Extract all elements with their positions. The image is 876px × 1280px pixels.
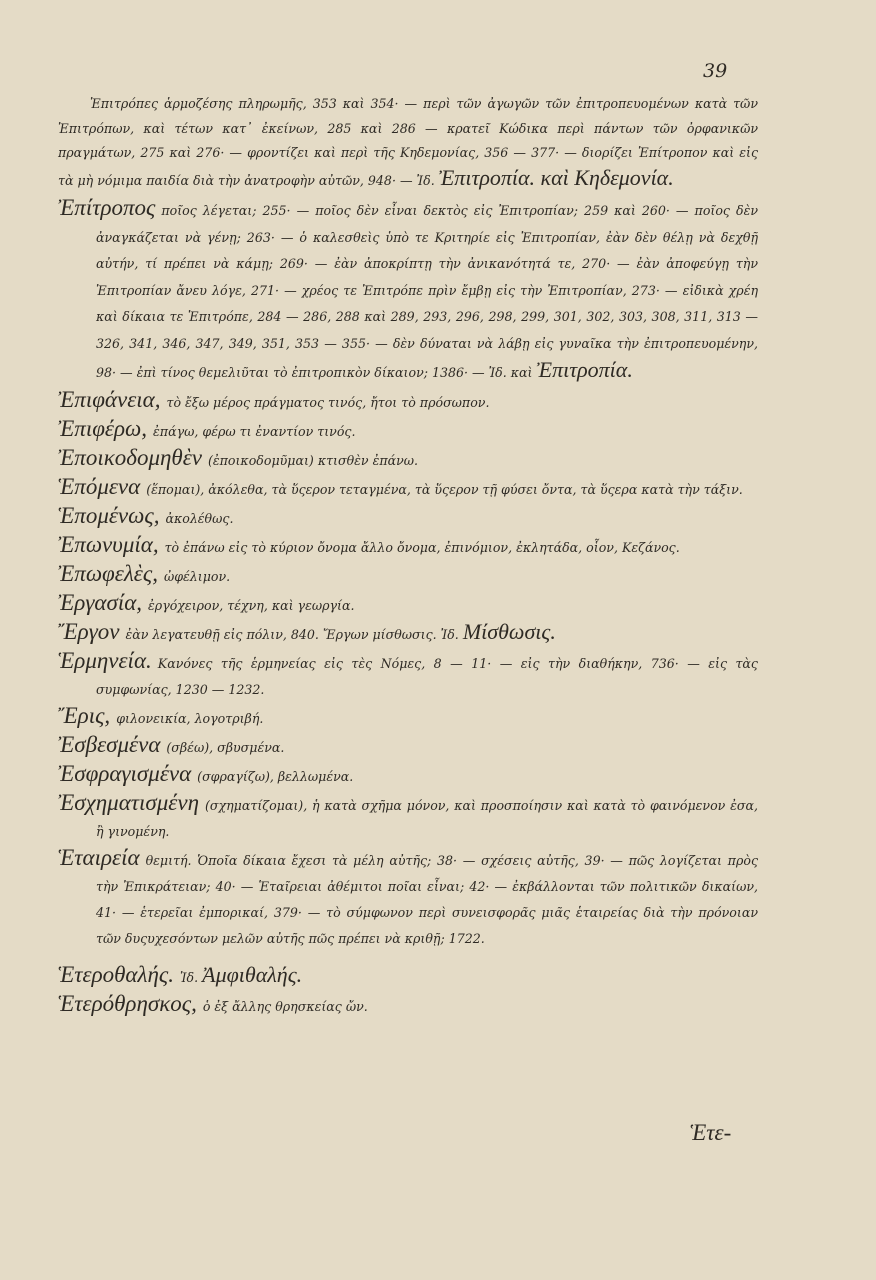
index-entries [58,92,758,1020]
entry-headword: Ἐπιφέρω, [58,415,148,441]
entry-body: (σχηματίζομαι), ἡ κατὰ σχῆμα μόνον, καὶ προσποίησιν καὶ κατὰ τὸ φαινόμενον ἐσα, ἢ γινομένη. [96,797,758,839]
entry-headword: Ἑταιρεία [58,844,140,870]
catchword: Ἑτε- [690,1120,732,1145]
entry-body: ὁ ἐξ ἄλλης θρησκείας ὤν. [202,998,368,1014]
entry-body: ἐὰν λεγατευθῇ εἰς πόλιν, 840. Ἔργων μίσθωσις. Ἰδ. [125,626,459,642]
entry-epitropos [58,195,758,387]
entry-headword: Ἐσβεσμένα [58,731,161,757]
entry-body: (σβέω), σβυσμένα. [166,739,285,755]
entry-continuation [58,92,758,193]
entry-ergon [58,619,758,648]
entry-headword: Ἐσχηματισμένη [58,789,199,815]
entry-headword: Ἐσφραγισμένα [58,760,192,786]
entry-headword: Ἐπίτροπος [58,195,156,220]
entry-ergasia [58,590,758,619]
page-number: 39 [703,60,728,82]
entry-body: Ἰδ. [179,969,199,985]
entry-esximatismeni [58,790,758,845]
entry-body: ἐπάγω, φέρω τι ἐναντίον τινός. [153,423,356,439]
entry-epomena [58,474,758,503]
entry-headword: Ἑτερόθρησκος, [58,990,197,1016]
entry-headword: Ἐπιφάνεια, [58,386,161,412]
entry-headword: Ἐπωφελὲς, [58,560,158,586]
entry-reference: Μίσθωσις. [462,618,556,644]
entry-body: ἐργόχειρον, τέχνη, καὶ γεωργία. [148,597,355,613]
entry-esvesmena [58,732,758,761]
entry-body: ποῖος λέγεται; 255· — ποῖος δὲν εἶναι δεκτὸς εἰς Ἐπιτροπίαν; 259 καὶ 260· — ποῖος δὲν ἀναγκάζεται νὰ γένῃ; 263· — ὁ καλεσθεὶς ὑπὸ τε Κριτηρίε εἰς Ἐπιτροπίαν, ἐὰν δὲν θέλῃ νὰ δεχθῇ αὐτήν, τί πρέπει νὰ κάμῃ; 269· — ἐὰν ἀποκρίπτῃ τὴν ἀνικανότητά τε, 270· — ἐὰν ἀποφεύγῃ τὴν Ἐπιτροπίαν ἄνευ λόγε, 271· — χρέος τε Ἐπιτρόπε πρὶν ἔμβῃ εἰς τὴν Ἐπιτροπίαν, 273· — εἰδικὰ χρέη καὶ δίκαια τε Ἐπιτρόπε, 284 — 286, 288 καὶ 289, 293, 296, 298, 299, 301, 302, 303, 308, 311, 313 — 326, 341, 346, 347, 349, 351, 353 — 355· — δὲν δύναται νὰ λάβῃ εἰς γυναῖκα τὴν ἐπιτροπευομένην, 98· — ἐπὶ τίνος θεμελιῦται τὸ ἐπιτροπικὸν δίκαιον; 1386· — Ἰδ. καὶ [96,203,758,380]
entry-reference: Ἐπιτροπία. καὶ Κηδεμονία. [438,164,674,190]
entry-eris [58,703,758,732]
entry-epomenos [58,503,758,532]
entry-reference: Ἀμφιθαλής. [202,961,303,987]
entry-body: θεμιτή. Ὁποῖα δίκαια ἔχεσι τὰ μέλη αὐτῆς; 38· — σχέσεις αὐτῆς, 39· — πῶς λογίζεται πρὸς τὴν Ἐπικράτειαν; 40· — Ἑταῖρειαι ἀθέμιτοι ποῖαι εἶναι; 42· — ἐκβάλλονται τῶν πολιτικῶν δικαίων, 41· — ἑτερεῖαι ἐμπορικαί, 379· — τὸ σύμφωνον περὶ συνεισφορᾶς μιᾶς ἑταιρείας διὰ τὴν πρόνοιαν τῶν δυςυχεσόντων μελῶν αὐτῆς πῶς πρέπει νὰ κριθῇ; 1722. [96,852,758,946]
entry-epoikodomithen [58,445,758,474]
entry-body: (σφραγίζω), βελλωμένα. [197,768,354,784]
entry-etaireia [58,845,758,952]
entry-eterothalis [58,962,758,991]
entry-body: ἀκολέθως. [165,510,234,526]
entry-eterothriskos [58,991,758,1020]
entry-ermineia [58,648,758,703]
entry-body: Ἐπιτρόπες ἁρμοζέσης πληρωμῆς, 353 καὶ 354· — περὶ τῶν ἀγωγῶν τῶν ἐπιτροπευομένων κατὰ τῶν Ἐπιτρόπων, καὶ τέτων κατ᾽ ἐκείνων, 285 καὶ 286 — κρατεῖ Κώδικα περὶ πάντων τῶν ὀρφανικῶν πραγμάτων, 275 καὶ 276· — φροντίζει καὶ περὶ τῆς Κηδεμονίας, 356 — 377· — διορίζει Ἐπίτροπον καὶ εἰς τὰ μὴ νόμιμα παιδία διὰ τὴν ἀνατροφὴν αὐτῶν, 948· — Ἰδ. [58,96,758,188]
entry-epofeles [58,561,758,590]
entry-body: τὸ ἐπάνω εἰς τὸ κύριον ὄνομα ἄλλο ὄνομα, ἐπινόμιον, ἐκλητάδα, οἷον, Κεζάνος. [164,539,680,555]
entry-body: φιλονεικία, λογοτριβή. [116,710,264,726]
entry-body: ὠφέλιμον. [163,568,231,584]
entry-headword: Ἑπόμενα [58,473,141,499]
entry-epifaneia [58,387,758,416]
entry-headword: Ἐπωνυμία, [58,531,159,557]
entry-epifero [58,416,758,445]
entry-body: (ἐποικοδομῦμαι) κτισθὲν ἐπάνω. [207,452,419,468]
entry-headword: Ἐποικοδομηθὲν [58,444,202,470]
entry-body: τὸ ἔξω μέρος πράγματος τινός, ἤτοι τὸ πρόσωπον. [166,394,490,410]
entry-eponymia [58,532,758,561]
entry-headword: Ἐργασία, [58,589,143,615]
entry-reference: Ἐπιτροπία. [536,357,633,382]
entry-headword: Ἔρις, [58,702,111,728]
entry-body: Κανόνες τῆς ἑρμηνείας εἰς τὲς Νόμες, 8 — 11· — εἰς τὴν διαθήκην, 736· — εἰς τὰς συμφωνίας, 1230 — 1232. [96,655,758,697]
entry-headword: Ἑπομένως, [58,502,160,528]
entry-headword: Ἑτεροθαλής. [58,961,174,987]
entry-esfragismena [58,761,758,790]
entry-body: (ἕπομαι), ἀκόλεθα, τὰ ὕςερον τεταγμένα, τὰ ὕςερον τῇ φύσει ὄντα, τὰ ὕςερα κατὰ τὴν τάξιν. [146,481,743,497]
entry-headword: Ἑρμηνεία. [58,647,152,673]
entry-headword: Ἔργον [58,618,120,644]
